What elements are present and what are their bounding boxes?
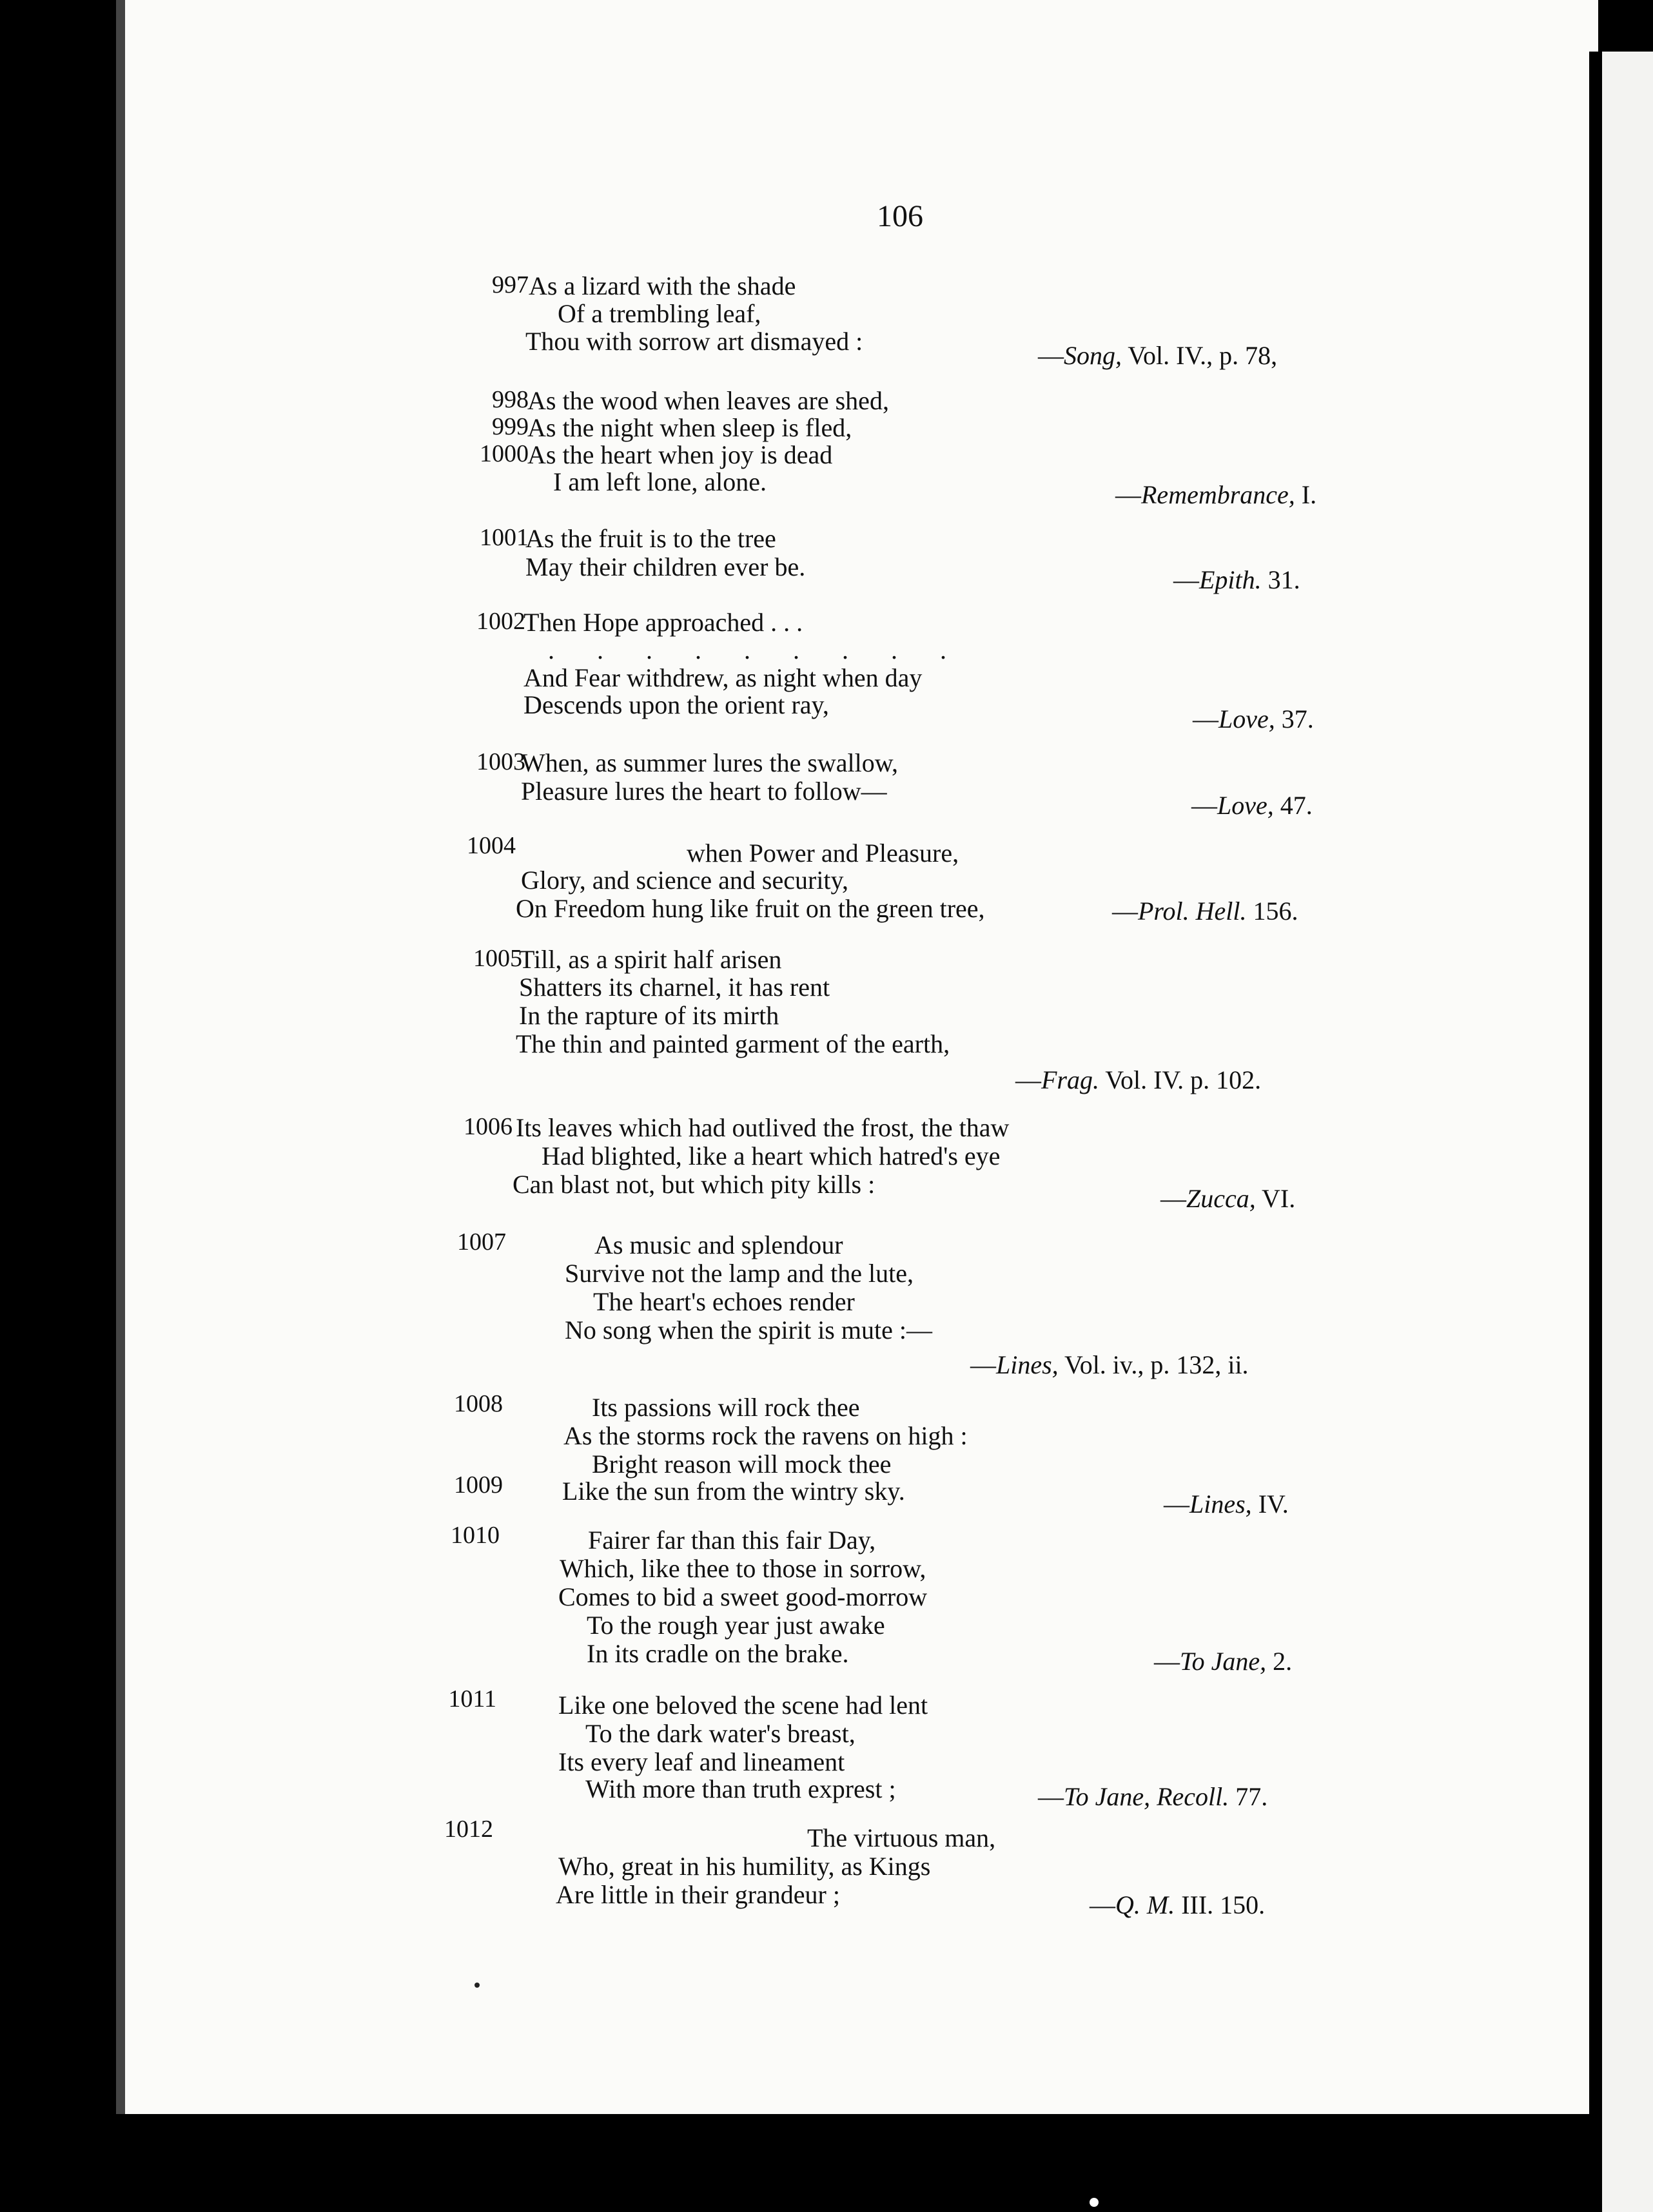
scan-speck <box>1090 2198 1099 2207</box>
citation-title: Frag. <box>1041 1065 1099 1094</box>
verse-line: Pleasure lures the heart to follow— <box>521 777 887 806</box>
citation-title: Love, <box>1217 791 1274 820</box>
verse-line: The heart's echoes render <box>593 1287 855 1316</box>
entry-number: 1008 <box>454 1390 503 1417</box>
entry-number: 1001 <box>480 524 529 551</box>
citation-ref: III. 150. <box>1175 1890 1266 1919</box>
citation-dash: — <box>1115 480 1141 509</box>
verse-line: Which, like thee to those in sorrow, <box>560 1554 926 1583</box>
citation-title: Lines, <box>996 1350 1059 1379</box>
verse-line: Like the sun from the wintry sky. <box>562 1477 905 1506</box>
entry-number: 1010 <box>451 1522 500 1549</box>
verse-line: No song when the spirit is mute :— <box>565 1315 932 1344</box>
citation-dash: — <box>970 1350 996 1379</box>
citation-ref: Vol. IV., p. 78, <box>1122 341 1278 370</box>
entry-number: 998 <box>492 386 529 413</box>
verse-line: As the heart when joy is dead <box>527 440 833 469</box>
verse-line: Of a trembling leaf, <box>558 299 761 328</box>
citation-title: Song, <box>1064 341 1122 370</box>
verse-line: Bright reason will mock thee <box>592 1450 892 1479</box>
scan-border-bottom <box>116 2114 1589 2212</box>
verse-line: Are little in their grandeur ; <box>556 1880 840 1909</box>
citation-ref: 37. <box>1275 704 1314 733</box>
citation-dash: — <box>1164 1489 1189 1518</box>
verse-line: Till, as a spirit half arisen <box>519 945 782 974</box>
citation-dash: — <box>1015 1065 1041 1094</box>
entry-number: 1012 <box>444 1816 493 1843</box>
citation-dash: — <box>1191 791 1217 820</box>
verse-line: When, as summer lures the swallow, <box>521 748 899 777</box>
citation-dash: — <box>1173 565 1199 594</box>
citation <box>1115 480 1316 510</box>
citation-dash: — <box>1112 897 1138 926</box>
citation <box>1191 790 1313 820</box>
verse-line: As the wood when leaves are shed, <box>527 386 889 415</box>
ink-speck <box>474 1983 480 1988</box>
verse-line: The virtuous man, <box>807 1823 996 1852</box>
verse-line: Fairer far than this fair Day, <box>588 1526 876 1555</box>
verse-line: On Freedom hung like fruit on the green tree, <box>516 894 985 923</box>
citation-title: Q. M. <box>1115 1890 1175 1919</box>
entry-number: 1005 <box>473 945 522 972</box>
facing-page-edge <box>1589 52 1653 2212</box>
citation-title: Love, <box>1218 704 1275 733</box>
verse-line: Descends upon the orient ray, <box>523 690 829 719</box>
citation <box>1160 1183 1295 1214</box>
verse-line: To the rough year just awake <box>587 1611 885 1640</box>
citation-dash: — <box>1038 1782 1064 1811</box>
verse-line: May their children ever be. <box>525 552 806 581</box>
citation-dash: — <box>1193 704 1218 733</box>
citation-ref: Vol. iv., p. 132, ii. <box>1058 1350 1249 1379</box>
entry-number: 1003 <box>476 748 525 775</box>
verse-line: Thou with sorrow art dismayed : <box>525 327 863 356</box>
verse-line: Shatters its charnel, it has rent <box>519 973 830 1002</box>
citation <box>1173 565 1300 595</box>
citation-title: Lines, <box>1189 1489 1252 1518</box>
verse-line: Glory, and science and security, <box>521 866 848 895</box>
verse-line: Its leaves which had outlived the frost, the thaw <box>516 1113 1010 1142</box>
citation <box>1164 1489 1289 1519</box>
citation-ref: 31. <box>1261 565 1300 594</box>
entry-number: 1011 <box>448 1685 496 1712</box>
verse-line: Then Hope approached . . . <box>523 608 803 637</box>
verse-line: As the storms rock the ravens on high : <box>563 1421 968 1450</box>
citation-ref: IV. <box>1251 1489 1289 1518</box>
citation-dash: — <box>1090 1890 1115 1919</box>
entry-number: 1009 <box>454 1471 503 1499</box>
citation-ref: 77. <box>1229 1782 1268 1811</box>
verse-line: Like one beloved the scene had lent <box>558 1691 928 1720</box>
entry-number: 997 <box>492 271 529 298</box>
verse-line: And Fear withdrew, as night when day <box>523 663 923 692</box>
verse-line: Comes to bid a sweet good-morrow <box>558 1582 928 1611</box>
citation-ref: Vol. IV. p. 102. <box>1099 1065 1262 1094</box>
verse-line: With more than truth exprest ; <box>585 1774 896 1803</box>
entry-number: 999 <box>492 413 529 440</box>
citation-title: To Jane, Recoll. <box>1064 1782 1229 1811</box>
entry-number: 1007 <box>457 1228 506 1256</box>
citation-title: To Jane, <box>1180 1647 1267 1676</box>
citation <box>970 1350 1249 1380</box>
verse-line: I am left lone, alone. <box>553 467 767 496</box>
citation-dash: — <box>1038 341 1064 370</box>
citation-ref: 47. <box>1273 791 1313 820</box>
citation <box>1112 896 1298 926</box>
citation-ref: 156. <box>1246 897 1298 926</box>
page-number: 106 <box>877 199 923 233</box>
citation-ref: VI. <box>1255 1184 1296 1213</box>
citation-dash: — <box>1154 1647 1180 1676</box>
citation <box>1038 340 1277 371</box>
citation-title: Prol. Hell. <box>1138 897 1247 926</box>
verse-line: As the fruit is to the tree <box>525 524 776 553</box>
verse-line: To the dark water's breast, <box>585 1719 856 1748</box>
citation <box>1038 1781 1267 1812</box>
citation-title: Remembrance, <box>1141 480 1295 509</box>
citation-dash: — <box>1160 1184 1186 1213</box>
verse-line: Its passions will rock thee <box>592 1393 860 1422</box>
citation-title: Epith. <box>1199 565 1262 594</box>
verse-line: Had blighted, like a heart which hatred's eye <box>542 1141 1001 1170</box>
verse-line: As a lizard with the shade <box>529 271 796 300</box>
citation-ref: I. <box>1295 480 1317 509</box>
citation <box>1193 704 1314 734</box>
entry-number: 1000 <box>480 440 529 467</box>
verse-line: In its cradle on the brake. <box>587 1639 849 1668</box>
verse-line: Who, great in his humility, as Kings <box>558 1852 931 1881</box>
citation-title: Zucca, <box>1186 1184 1256 1213</box>
citation <box>1090 1890 1265 1920</box>
citation <box>1015 1065 1261 1095</box>
verse-line: when Power and Pleasure, <box>687 839 959 868</box>
verse-line: Can blast not, but which pity kills : <box>513 1170 875 1199</box>
entry-number: 1002 <box>476 608 525 635</box>
entry-number: 1006 <box>464 1113 513 1140</box>
verse-line: As music and splendour <box>594 1230 843 1259</box>
verse-line: Its every leaf and lineament <box>558 1747 845 1776</box>
citation <box>1154 1646 1292 1676</box>
verse-line: The thin and painted garment of the earth, <box>516 1029 950 1058</box>
entry-number: 1004 <box>467 832 516 859</box>
verse-line: In the rapture of its mirth <box>519 1001 779 1030</box>
ellipsis-line: . . . . . . . . . <box>548 635 964 665</box>
verse-line: Survive not the lamp and the lute, <box>565 1259 914 1288</box>
verse-line: As the night when sleep is fled, <box>527 413 852 442</box>
citation-ref: 2. <box>1266 1647 1293 1676</box>
